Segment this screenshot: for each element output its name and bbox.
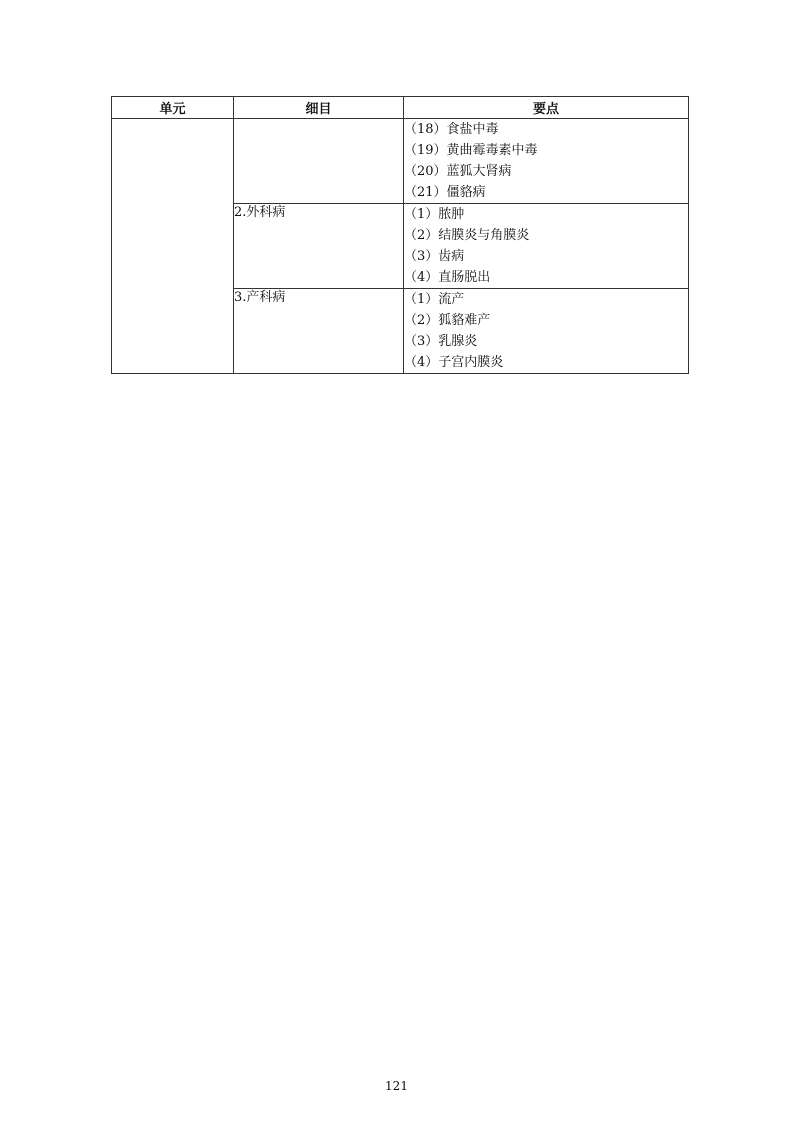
detail-cell: [234, 119, 404, 204]
point-item: （2）结膜炎与角膜炎: [404, 228, 530, 243]
detail-cell: 3.产科病: [234, 289, 404, 374]
unit-cell: [112, 119, 234, 374]
point-item: （4）直肠脱出: [404, 270, 491, 285]
table-header-row: [112, 97, 689, 119]
detail-cell: 2.外科病: [234, 204, 404, 289]
point-item: （21）僵貉病: [404, 185, 486, 200]
page-number: 121: [385, 1079, 408, 1093]
table-row: [112, 119, 689, 204]
points-cell: [404, 289, 689, 374]
point-item: （1）流产: [404, 292, 465, 307]
point-item: （3）齿病: [404, 249, 465, 264]
header-unit: 单元: [112, 97, 234, 119]
point-item: （4）子宫内膜炎: [404, 355, 504, 370]
syllabus-table: [111, 96, 689, 374]
points-cell: [404, 119, 689, 204]
header-points: 要点: [404, 97, 689, 119]
point-item: （19）黄曲霉毒素中毒: [404, 143, 538, 158]
header-detail: 细目: [234, 97, 404, 119]
point-item: （18）食盐中毒: [404, 122, 499, 137]
point-item: （3）乳腺炎: [404, 334, 478, 349]
points-cell: [404, 204, 689, 289]
point-item: （1）脓肿: [404, 207, 465, 222]
point-item: （20）蓝狐大肾病: [404, 164, 512, 179]
point-item: （2）狐貉难产: [404, 313, 491, 328]
